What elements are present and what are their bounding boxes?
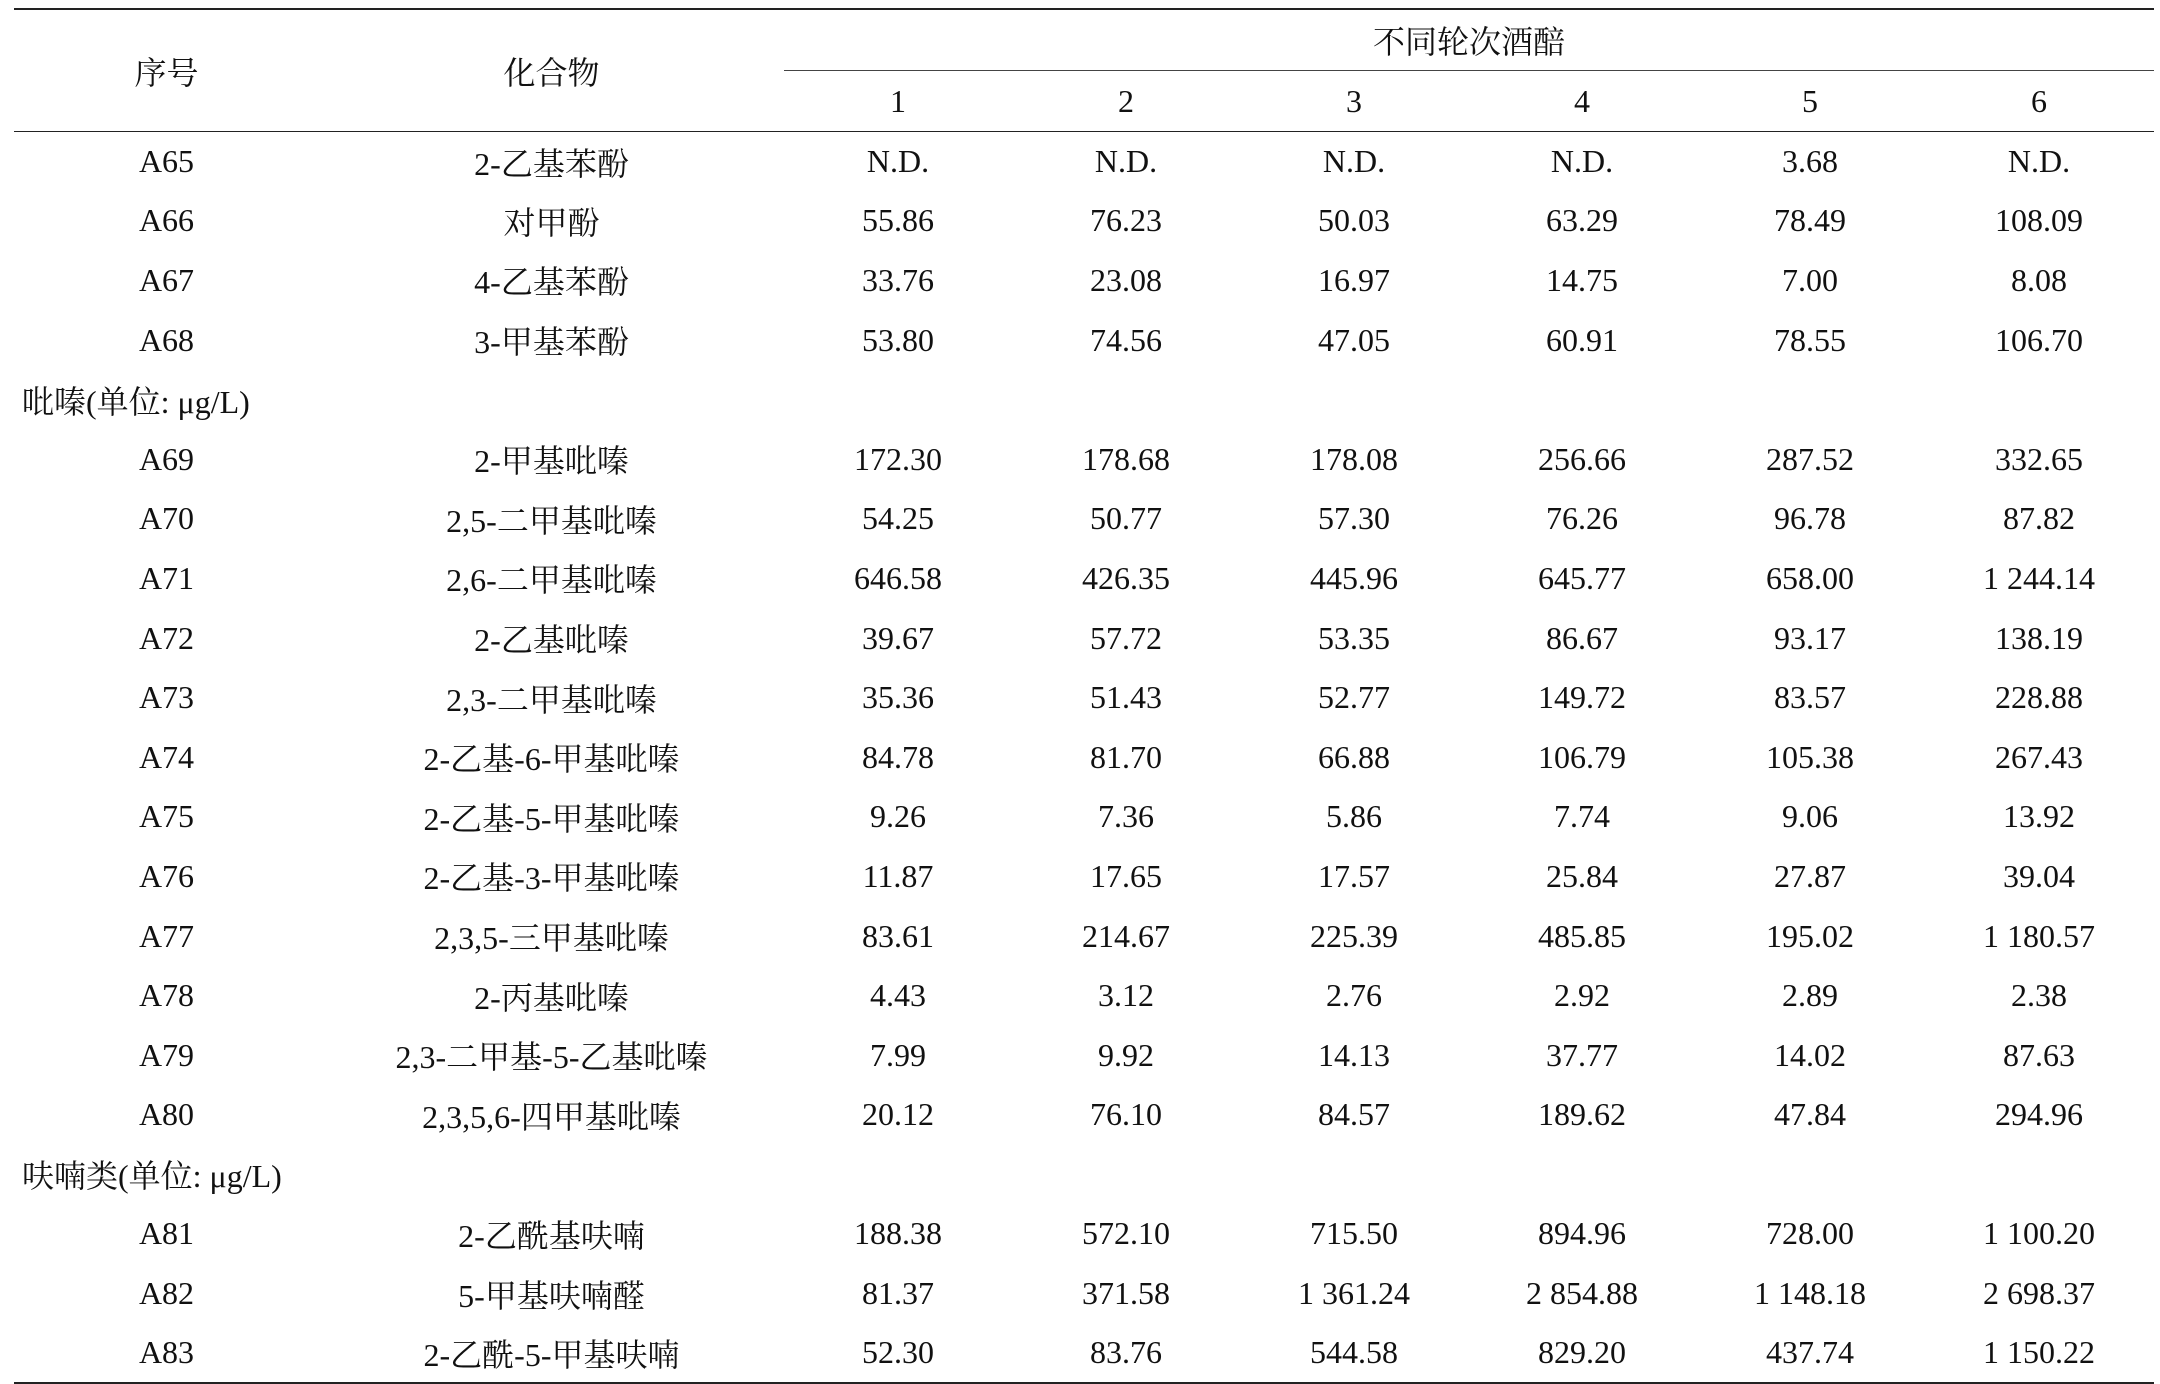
cell-compound: 2-乙酰-5-甲基呋喃 [319, 1323, 784, 1383]
cell-value-round-2: 76.10 [1090, 1096, 1162, 1133]
cell-value-round-4: 60.91 [1546, 321, 1618, 358]
cell-id: A74 [138, 738, 195, 775]
cell-value-round-6: 8.08 [2011, 261, 2067, 298]
cell-id: A66 [138, 202, 195, 239]
cell-id: A69 [138, 440, 195, 477]
cell-value-round-4: 485.85 [1538, 917, 1626, 954]
cell-id: A81 [138, 1215, 195, 1252]
cell-value-round-3: N.D. [1322, 143, 1386, 180]
cell-value-round-5: 78.49 [1774, 202, 1846, 239]
cell-value-round-4: 37.77 [1546, 1036, 1618, 1073]
table-row [14, 608, 2154, 668]
cell-value-round-1: 33.76 [862, 261, 934, 298]
cell-value-round-3: 544.58 [1240, 1323, 1468, 1383]
cell-value-round-2: 50.77 [1090, 500, 1162, 537]
cell-value-round-3: 53.35 [1318, 619, 1390, 656]
cell-value-round-5: 27.87 [1774, 857, 1846, 894]
cell-value-round-1: 11.87 [862, 857, 934, 894]
section-row [14, 1145, 2154, 1205]
cell-value-round-4: 645.77 [1538, 559, 1626, 596]
cell-value-round-1: 172.30 [854, 440, 942, 477]
cell-id: A79 [138, 1036, 195, 1073]
cell-value-round-4: 63.29 [1546, 202, 1618, 239]
cell-value-round-5: 83.57 [1774, 679, 1846, 716]
cell-value-round-3: 66.88 [1318, 738, 1390, 775]
cell-value-round-1: 646.58 [854, 559, 942, 596]
table-row [14, 1204, 2154, 1264]
cell-value-round-5: 658.00 [1766, 559, 1854, 596]
cell-value-round-6: 2 698.37 [1983, 1275, 2095, 1312]
cell-id: A75 [138, 798, 195, 835]
cell-value-round-3: 50.03 [1318, 202, 1390, 239]
table-row [14, 489, 2154, 549]
cell-value-round-4: 14.75 [1546, 261, 1618, 298]
table-row [14, 1323, 2154, 1383]
cell-value-round-6: 332.65 [1995, 440, 2083, 477]
cell-value-round-1: 7.99 [870, 1036, 926, 1073]
table-row [14, 1025, 2154, 1085]
cell-value-round-4: 189.62 [1538, 1096, 1626, 1133]
cell-value-round-5: 287.52 [1766, 440, 1854, 477]
cell-value-round-2: 83.76 [1012, 1323, 1240, 1383]
cell-value-round-6: 13.92 [2003, 798, 2075, 835]
cell-compound: 4-乙基苯酚 [474, 264, 629, 301]
cell-compound: 3-甲基苯酚 [474, 324, 629, 361]
cell-value-round-4: 7.74 [1554, 798, 1610, 835]
cell-value-round-5: 47.84 [1774, 1096, 1846, 1133]
cell-id: A67 [138, 261, 195, 298]
cell-value-round-3: 57.30 [1318, 500, 1390, 537]
cell-value-round-2: 23.08 [1090, 261, 1162, 298]
cell-compound: 2,3,5-三甲基吡嗪 [434, 920, 669, 957]
cell-value-round-1: 20.12 [862, 1096, 934, 1133]
cell-id: A82 [138, 1275, 195, 1312]
cell-compound: 2,5-二甲基吡嗪 [446, 502, 657, 539]
cell-value-round-4: 149.72 [1538, 679, 1626, 716]
table-row [14, 310, 2154, 370]
cell-value-round-3: 715.50 [1310, 1215, 1398, 1252]
cell-value-round-1: 83.61 [862, 917, 934, 954]
table-row [14, 429, 2154, 489]
section-label: 呋喃类(单位: μg/L) [22, 1158, 282, 1195]
cell-value-round-3: 5.86 [1326, 798, 1382, 835]
table-row [14, 847, 2154, 907]
cell-value-round-2: 57.72 [1090, 619, 1162, 656]
cell-value-round-5: 9.06 [1782, 798, 1838, 835]
cell-value-round-3: 2.76 [1326, 977, 1382, 1014]
cell-compound: 2-乙基-6-甲基吡嗪 [423, 741, 680, 778]
table-row [14, 132, 2154, 192]
table-row [14, 668, 2154, 728]
table-row [14, 1085, 2154, 1145]
cell-value-round-5: 2.89 [1782, 977, 1838, 1014]
cell-id: A72 [138, 619, 195, 656]
cell-id: A73 [138, 679, 195, 716]
cell-value-round-6: 39.04 [2003, 857, 2075, 894]
cell-value-round-3: 14.13 [1318, 1036, 1390, 1073]
cell-value-round-1: N.D. [866, 143, 930, 180]
cell-value-round-1: 188.38 [854, 1215, 942, 1252]
cell-value-round-6: 1 100.20 [1983, 1215, 2095, 1252]
cell-compound: 2-甲基吡嗪 [474, 443, 629, 480]
cell-value-round-2: 178.68 [1082, 440, 1170, 477]
cell-id: A76 [138, 857, 195, 894]
section-label: 吡嗪(单位: μg/L) [22, 383, 250, 420]
cell-value-round-6: 87.82 [2003, 500, 2075, 537]
table-container [14, 8, 2154, 1384]
data-table [14, 8, 2154, 1384]
cell-compound: 2-乙基-3-甲基吡嗪 [423, 860, 680, 897]
cell-value-round-2: 9.92 [1098, 1036, 1154, 1073]
section-row [14, 370, 2154, 430]
cell-value-round-4: 86.67 [1546, 619, 1618, 656]
cell-value-round-5: 96.78 [1774, 500, 1846, 537]
cell-value-round-6: 2.38 [2011, 977, 2067, 1014]
cell-value-round-4: 25.84 [1546, 857, 1618, 894]
header-round-3: 3 [1240, 71, 1468, 132]
cell-value-round-2: 214.67 [1082, 917, 1170, 954]
table-row [14, 1264, 2154, 1324]
cell-compound: 2-丙基吡嗪 [474, 979, 629, 1016]
cell-id: A71 [138, 559, 195, 596]
table-row [14, 906, 2154, 966]
cell-value-round-1: 84.78 [862, 738, 934, 775]
header-round-5: 5 [1696, 71, 1924, 132]
cell-value-round-6: 228.88 [1995, 679, 2083, 716]
cell-value-round-2: 51.43 [1090, 679, 1162, 716]
cell-value-round-2: N.D. [1094, 143, 1158, 180]
cell-id: A78 [138, 977, 195, 1014]
cell-compound: 2-乙酰基呋喃 [458, 1217, 645, 1254]
header-round-1: 1 [784, 71, 1012, 132]
cell-value-round-1: 4.43 [870, 977, 926, 1014]
cell-id: A65 [138, 143, 195, 180]
cell-value-round-4: 894.96 [1538, 1215, 1626, 1252]
cell-compound: 5-甲基呋喃醛 [458, 1277, 645, 1314]
cell-value-round-2: 81.70 [1090, 738, 1162, 775]
cell-value-round-6: 267.43 [1995, 738, 2083, 775]
header-round-4: 4 [1468, 71, 1696, 132]
cell-value-round-3: 16.97 [1318, 261, 1390, 298]
cell-value-round-5: 93.17 [1774, 619, 1846, 656]
cell-value-round-6: 294.96 [1995, 1096, 2083, 1133]
cell-value-round-1: 53.80 [862, 321, 934, 358]
cell-compound: 2,6-二甲基吡嗪 [446, 562, 657, 599]
cell-value-round-3: 84.57 [1318, 1096, 1390, 1133]
cell-compound: 2-乙基吡嗪 [474, 622, 629, 659]
cell-value-round-5: 1 148.18 [1754, 1275, 1866, 1312]
cell-value-round-2: 7.36 [1098, 798, 1154, 835]
cell-value-round-5: 7.00 [1782, 261, 1838, 298]
cell-value-round-4: N.D. [1550, 143, 1614, 180]
cell-value-round-2: 17.65 [1090, 857, 1162, 894]
table-row [14, 549, 2154, 609]
header-group: 不同轮次酒醅 [784, 9, 2154, 71]
cell-id: A68 [138, 321, 195, 358]
cell-value-round-1: 54.25 [862, 500, 934, 537]
cell-compound: 2-乙基苯酚 [474, 145, 629, 182]
header-id: 序号 [14, 9, 319, 132]
cell-value-round-6: 108.09 [1995, 202, 2083, 239]
table-row [14, 251, 2154, 311]
cell-value-round-4: 256.66 [1538, 440, 1626, 477]
cell-value-round-6: 1 180.57 [1983, 917, 2095, 954]
cell-value-round-3: 52.77 [1318, 679, 1390, 716]
cell-value-round-3: 17.57 [1318, 857, 1390, 894]
cell-value-round-2: 426.35 [1082, 559, 1170, 596]
cell-id: A83 [14, 1323, 319, 1383]
cell-value-round-3: 178.08 [1310, 440, 1398, 477]
cell-value-round-5: 3.68 [1782, 143, 1838, 180]
cell-value-round-2: 3.12 [1098, 977, 1154, 1014]
cell-value-round-1: 52.30 [784, 1323, 1012, 1383]
cell-compound: 2-乙基-5-甲基吡嗪 [423, 800, 680, 837]
cell-value-round-4: 829.20 [1468, 1323, 1696, 1383]
cell-value-round-3: 1 361.24 [1298, 1275, 1410, 1312]
cell-value-round-5: 437.74 [1696, 1323, 1924, 1383]
cell-value-round-5: 14.02 [1774, 1036, 1846, 1073]
header-round-2: 2 [1012, 71, 1240, 132]
cell-value-round-3: 225.39 [1310, 917, 1398, 954]
cell-compound: 2,3-二甲基吡嗪 [446, 681, 657, 718]
cell-value-round-5: 195.02 [1766, 917, 1854, 954]
cell-value-round-1: 9.26 [870, 798, 926, 835]
cell-value-round-4: 2.92 [1554, 977, 1610, 1014]
cell-id: A70 [138, 500, 195, 537]
cell-compound: 对甲酚 [503, 204, 600, 241]
header-round-6: 6 [1924, 71, 2154, 132]
cell-value-round-4: 76.26 [1546, 500, 1618, 537]
cell-value-round-2: 371.58 [1082, 1275, 1170, 1312]
cell-value-round-1: 35.36 [862, 679, 934, 716]
cell-value-round-6: 1 150.22 [1924, 1323, 2154, 1383]
cell-value-round-2: 74.56 [1090, 321, 1162, 358]
cell-value-round-5: 728.00 [1766, 1215, 1854, 1252]
table-row [14, 727, 2154, 787]
table-body [14, 132, 2154, 1383]
cell-value-round-3: 47.05 [1318, 321, 1390, 358]
table-row [14, 966, 2154, 1026]
cell-value-round-6: N.D. [2007, 143, 2071, 180]
cell-value-round-6: 1 244.14 [1983, 559, 2095, 596]
table-row [14, 787, 2154, 847]
table-row [14, 191, 2154, 251]
cell-id: A80 [138, 1096, 195, 1133]
cell-value-round-3: 445.96 [1310, 559, 1398, 596]
cell-value-round-4: 106.79 [1538, 738, 1626, 775]
cell-value-round-1: 39.67 [862, 619, 934, 656]
cell-value-round-6: 138.19 [1995, 619, 2083, 656]
cell-value-round-6: 106.70 [1995, 321, 2083, 358]
cell-value-round-4: 2 854.88 [1526, 1275, 1638, 1312]
cell-value-round-5: 105.38 [1766, 738, 1854, 775]
header-compound: 化合物 [319, 9, 784, 132]
cell-compound: 2,3,5,6-四甲基吡嗪 [422, 1098, 681, 1135]
cell-value-round-1: 55.86 [862, 202, 934, 239]
cell-value-round-2: 76.23 [1090, 202, 1162, 239]
cell-value-round-1: 81.37 [862, 1275, 934, 1312]
table-header [14, 9, 2154, 132]
cell-value-round-6: 87.63 [2003, 1036, 2075, 1073]
cell-value-round-2: 572.10 [1082, 1215, 1170, 1252]
cell-id: A77 [138, 917, 195, 954]
cell-value-round-5: 78.55 [1774, 321, 1846, 358]
cell-compound: 2,3-二甲基-5-乙基吡嗪 [395, 1039, 708, 1076]
